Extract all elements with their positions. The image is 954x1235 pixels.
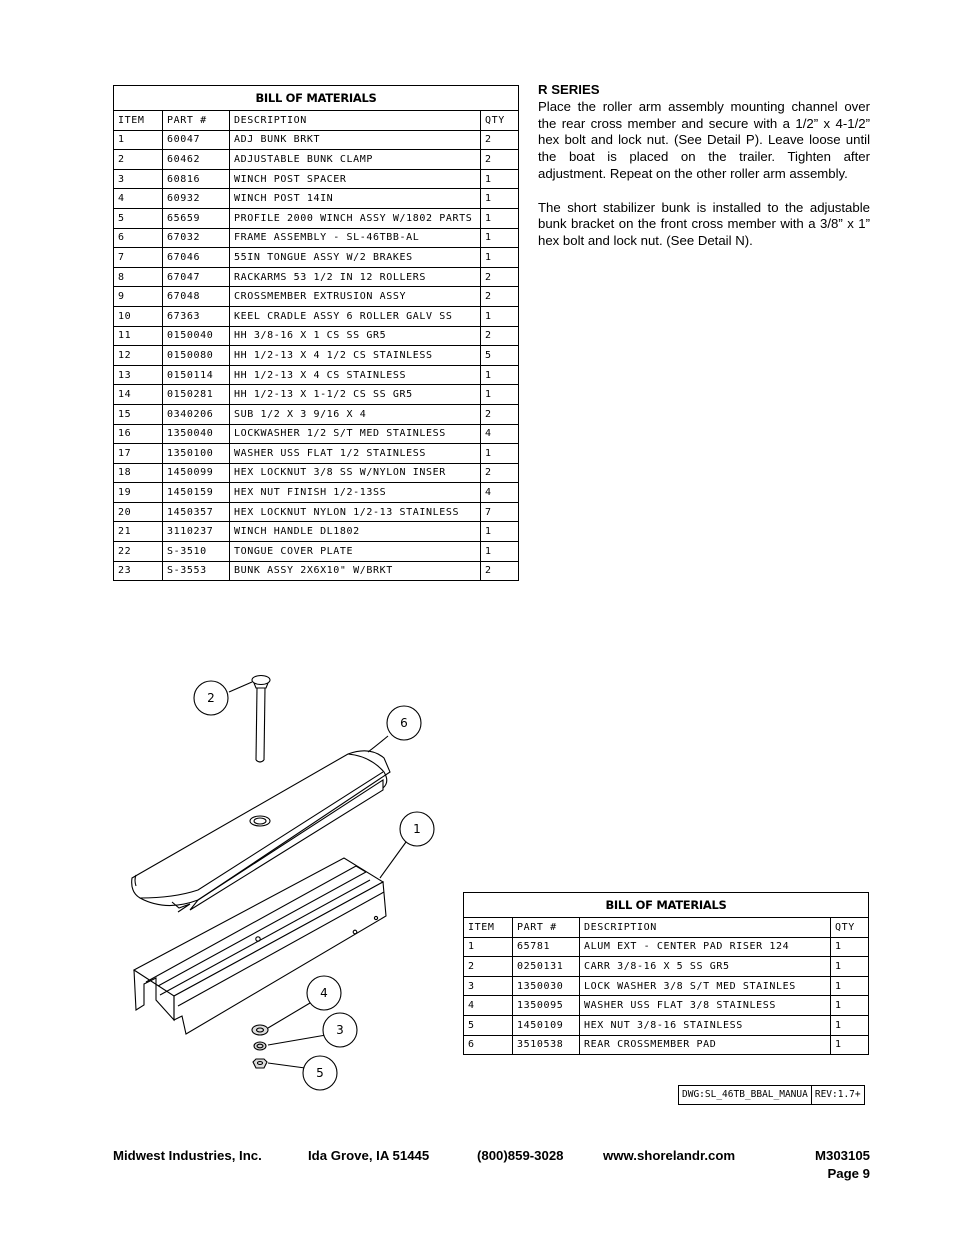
qty-cell: 1 — [481, 228, 519, 248]
part-number-cell: 67046 — [163, 248, 230, 268]
description-cell: CARR 3/8-16 X 5 SS GR5 — [580, 957, 831, 977]
table-row — [114, 150, 519, 170]
table-row — [114, 385, 519, 405]
description-cell: CROSSMEMBER EXTRUSION ASSY — [230, 287, 481, 307]
description-cell: TONGUE COVER PLATE — [230, 542, 481, 562]
part-number-cell: 0250131 — [513, 957, 580, 977]
bill-of-materials-table — [113, 85, 519, 581]
drawing-id-box — [678, 1085, 865, 1105]
part-number-cell: 1450357 — [163, 502, 230, 522]
table-row — [464, 957, 869, 977]
part-number-cell: 3510538 — [513, 1035, 580, 1055]
description-cell: HH 1/2-13 X 4 CS STAINLESS — [230, 365, 481, 385]
hardware-illustration — [252, 1025, 268, 1068]
description-cell: ADJUSTABLE BUNK CLAMP — [230, 150, 481, 170]
part-number-cell: 1350095 — [513, 996, 580, 1016]
qty-cell: 2 — [481, 326, 519, 346]
description-cell: WASHER USS FLAT 3/8 STAINLESS — [580, 996, 831, 1016]
description-cell: RACKARMS 53 1/2 IN 12 ROLLERS — [230, 267, 481, 287]
description-cell: HEX NUT 3/8-16 STAINLESS — [580, 1015, 831, 1035]
bom2-header-item: ITEM — [464, 918, 513, 938]
table-row — [114, 365, 519, 385]
description-cell: HEX LOCKNUT NYLON 1/2-13 STAINLESS — [230, 502, 481, 522]
description-cell: WINCH HANDLE DL1802 — [230, 522, 481, 542]
qty-cell: 1 — [481, 169, 519, 189]
description-cell: REAR CROSSMEMBER PAD — [580, 1035, 831, 1055]
footer-document-number: M303105 — [815, 1148, 870, 1163]
bom-header-item: ITEM — [114, 111, 163, 131]
item-cell: 3 — [114, 169, 163, 189]
description-cell: HEX LOCKNUT 3/8 SS W/NYLON INSER — [230, 463, 481, 483]
item-cell: 16 — [114, 424, 163, 444]
item-cell: 19 — [114, 483, 163, 503]
table-row — [114, 561, 519, 581]
bom2-header-description: DESCRIPTION — [580, 918, 831, 938]
item-cell: 14 — [114, 385, 163, 405]
description-cell: KEEL CRADLE ASSY 6 ROLLER GALV SS — [230, 306, 481, 326]
item-cell: 4 — [114, 189, 163, 209]
callout-label-2: 2 — [207, 691, 215, 705]
table-row — [114, 502, 519, 522]
item-cell: 15 — [114, 404, 163, 424]
part-number-cell: 67032 — [163, 228, 230, 248]
table-row — [114, 287, 519, 307]
bom-header-qty: QTY — [481, 111, 519, 131]
callout-label-5: 5 — [316, 1066, 324, 1080]
r-series-instructions — [538, 82, 870, 267]
item-cell: 6 — [464, 1035, 513, 1055]
item-cell: 23 — [114, 561, 163, 581]
qty-cell: 2 — [481, 404, 519, 424]
bill-of-materials-table-2 — [463, 892, 869, 1055]
qty-cell: 2 — [481, 463, 519, 483]
item-cell: 17 — [114, 444, 163, 464]
description-cell: ADJ BUNK BRKT — [230, 130, 481, 150]
table-row — [464, 1035, 869, 1055]
callout-label-3: 3 — [336, 1023, 344, 1037]
description-cell: WASHER USS FLAT 1/2 STAINLESS — [230, 444, 481, 464]
carriage-bolt-illustration — [252, 676, 270, 763]
part-number-cell: 60932 — [163, 189, 230, 209]
part-number-cell: 1350040 — [163, 424, 230, 444]
table-row — [114, 463, 519, 483]
part-number-cell: 3110237 — [163, 522, 230, 542]
item-cell: 1 — [464, 937, 513, 957]
drawing-name: DWG:SL_46TB_BBAL_MANUA — [682, 1089, 808, 1100]
description-cell: WINCH POST SPACER — [230, 169, 481, 189]
qty-cell: 1 — [481, 248, 519, 268]
description-cell: WINCH POST 14IN — [230, 189, 481, 209]
qty-cell: 1 — [831, 937, 869, 957]
bom-body — [114, 130, 519, 581]
item-cell: 4 — [464, 996, 513, 1016]
footer-website[interactable]: www.shorelandr.com — [603, 1148, 736, 1163]
r-series-heading: R SERIES — [538, 82, 600, 97]
description-cell: LOCK WASHER 3/8 S/T MED STAINLES — [580, 976, 831, 996]
qty-cell: 1 — [481, 444, 519, 464]
table-row — [114, 326, 519, 346]
table-row — [114, 208, 519, 228]
part-number-cell: 0150080 — [163, 346, 230, 366]
part-number-cell: 65781 — [513, 937, 580, 957]
footer-city: Ida Grove, IA 51445 — [308, 1148, 430, 1163]
table-row — [114, 169, 519, 189]
description-cell: FRAME ASSEMBLY - SL-46TBB-AL — [230, 228, 481, 248]
qty-cell: 7 — [481, 502, 519, 522]
part-number-cell: 1350030 — [513, 976, 580, 996]
table-row — [464, 976, 869, 996]
part-number-cell: 0340206 — [163, 404, 230, 424]
item-cell: 6 — [114, 228, 163, 248]
part-number-cell: 0150281 — [163, 385, 230, 405]
part-number-cell: 0150040 — [163, 326, 230, 346]
footer-page-number: Page 9 — [827, 1166, 870, 1181]
qty-cell: 2 — [481, 561, 519, 581]
item-cell: 8 — [114, 267, 163, 287]
callout-label-6: 6 — [400, 716, 408, 730]
item-cell: 10 — [114, 306, 163, 326]
qty-cell: 1 — [481, 385, 519, 405]
description-cell: SUB 1/2 X 3 9/16 X 4 — [230, 404, 481, 424]
callout-label-1: 1 — [413, 822, 421, 836]
part-number-cell: 65659 — [163, 208, 230, 228]
part-number-cell: S-3510 — [163, 542, 230, 562]
item-cell: 12 — [114, 346, 163, 366]
part-number-cell: 60462 — [163, 150, 230, 170]
part-number-cell: 1350100 — [163, 444, 230, 464]
part-number-cell: 1450099 — [163, 463, 230, 483]
qty-cell: 5 — [481, 346, 519, 366]
item-cell: 5 — [114, 208, 163, 228]
item-cell: 20 — [114, 502, 163, 522]
item-cell: 3 — [464, 976, 513, 996]
item-cell: 9 — [114, 287, 163, 307]
table-row — [114, 542, 519, 562]
footer-phone: (800)859-3028 — [477, 1148, 564, 1163]
part-number-cell: 67363 — [163, 306, 230, 326]
part-number-cell: 1450109 — [513, 1015, 580, 1035]
qty-cell: 1 — [481, 522, 519, 542]
table-row — [114, 522, 519, 542]
part-number-cell: 1450159 — [163, 483, 230, 503]
description-cell: HEX NUT FINISH 1/2-13SS — [230, 483, 481, 503]
table-row — [464, 1015, 869, 1035]
table-row — [114, 444, 519, 464]
part-number-cell: 67048 — [163, 287, 230, 307]
description-cell: LOCKWASHER 1/2 S/T MED STAINLESS — [230, 424, 481, 444]
table-row — [114, 189, 519, 209]
table-row — [114, 130, 519, 150]
drawing-revision: REV:1.7+ — [811, 1086, 864, 1104]
qty-cell: 2 — [481, 267, 519, 287]
qty-cell: 1 — [831, 1015, 869, 1035]
table-row — [114, 228, 519, 248]
item-cell: 13 — [114, 365, 163, 385]
r-series-paragraph-1: Place the roller arm assembly mounting channel over the rear cross member and secure with a 1/2” x 4-1/2” hex bolt and lock nut. (See Detail P). Leave loose until the boat is placed on the trailer. Tighten after adjustment. Repeat on the other roller arm assembly. — [538, 98, 870, 181]
description-cell: 55IN TONGUE ASSY W/2 BRAKES — [230, 248, 481, 268]
part-number-cell: S-3553 — [163, 561, 230, 581]
item-cell: 18 — [114, 463, 163, 483]
table-row — [464, 937, 869, 957]
qty-cell: 4 — [481, 424, 519, 444]
description-cell: HH 1/2-13 X 4 1/2 CS STAINLESS — [230, 346, 481, 366]
part-number-cell: 60816 — [163, 169, 230, 189]
bom2-header-part: PART # — [513, 918, 580, 938]
qty-cell: 2 — [481, 287, 519, 307]
description-cell: HH 1/2-13 X 1-1/2 CS SS GR5 — [230, 385, 481, 405]
item-cell: 5 — [464, 1015, 513, 1035]
qty-cell: 1 — [831, 976, 869, 996]
table-row — [114, 306, 519, 326]
part-number-cell: 67047 — [163, 267, 230, 287]
bom-header-row — [114, 111, 519, 131]
bom-header-description: DESCRIPTION — [230, 111, 481, 131]
bom2-body — [464, 937, 869, 1055]
qty-cell: 2 — [481, 130, 519, 150]
qty-cell: 1 — [481, 365, 519, 385]
bom2-title: BILL OF MATERIALS — [464, 893, 869, 918]
table-row — [114, 424, 519, 444]
qty-cell: 1 — [481, 306, 519, 326]
description-cell: BUNK ASSY 2X6X10" W/BRKT — [230, 561, 481, 581]
qty-cell: 1 — [481, 208, 519, 228]
item-cell: 7 — [114, 248, 163, 268]
table-row — [114, 483, 519, 503]
bom2-header-row — [464, 918, 869, 938]
part-number-cell: 60047 — [163, 130, 230, 150]
item-cell: 1 — [114, 130, 163, 150]
qty-cell: 1 — [481, 189, 519, 209]
description-cell: ALUM EXT - CENTER PAD RISER 124 — [580, 937, 831, 957]
qty-cell: 2 — [481, 150, 519, 170]
item-cell: 11 — [114, 326, 163, 346]
callout-label-4: 4 — [320, 986, 328, 1000]
description-cell: PROFILE 2000 WINCH ASSY W/1802 PARTS — [230, 208, 481, 228]
bom-title: BILL OF MATERIALS — [114, 86, 519, 111]
table-row — [114, 404, 519, 424]
description-cell: HH 3/8-16 X 1 CS SS GR5 — [230, 326, 481, 346]
table-row — [114, 248, 519, 268]
qty-cell: 1 — [831, 996, 869, 1016]
exploded-parts-drawing — [100, 660, 460, 1100]
item-cell: 21 — [114, 522, 163, 542]
qty-cell: 1 — [831, 1035, 869, 1055]
qty-cell: 1 — [481, 542, 519, 562]
table-row — [114, 346, 519, 366]
qty-cell: 1 — [831, 957, 869, 977]
part-number-cell: 0150114 — [163, 365, 230, 385]
bom2-header-qty: QTY — [831, 918, 869, 938]
item-cell: 2 — [114, 150, 163, 170]
table-row — [464, 996, 869, 1016]
bom-header-part: PART # — [163, 111, 230, 131]
footer-company: Midwest Industries, Inc. — [113, 1148, 262, 1163]
qty-cell: 4 — [481, 483, 519, 503]
item-cell: 22 — [114, 542, 163, 562]
table-row — [114, 267, 519, 287]
item-cell: 2 — [464, 957, 513, 977]
r-series-paragraph-2: The short stabilizer bunk is installed to the adjustable bunk bracket on the front cross member with a 3/8” x 1” hex bolt and lock nut. (See Detail N). — [538, 199, 870, 249]
